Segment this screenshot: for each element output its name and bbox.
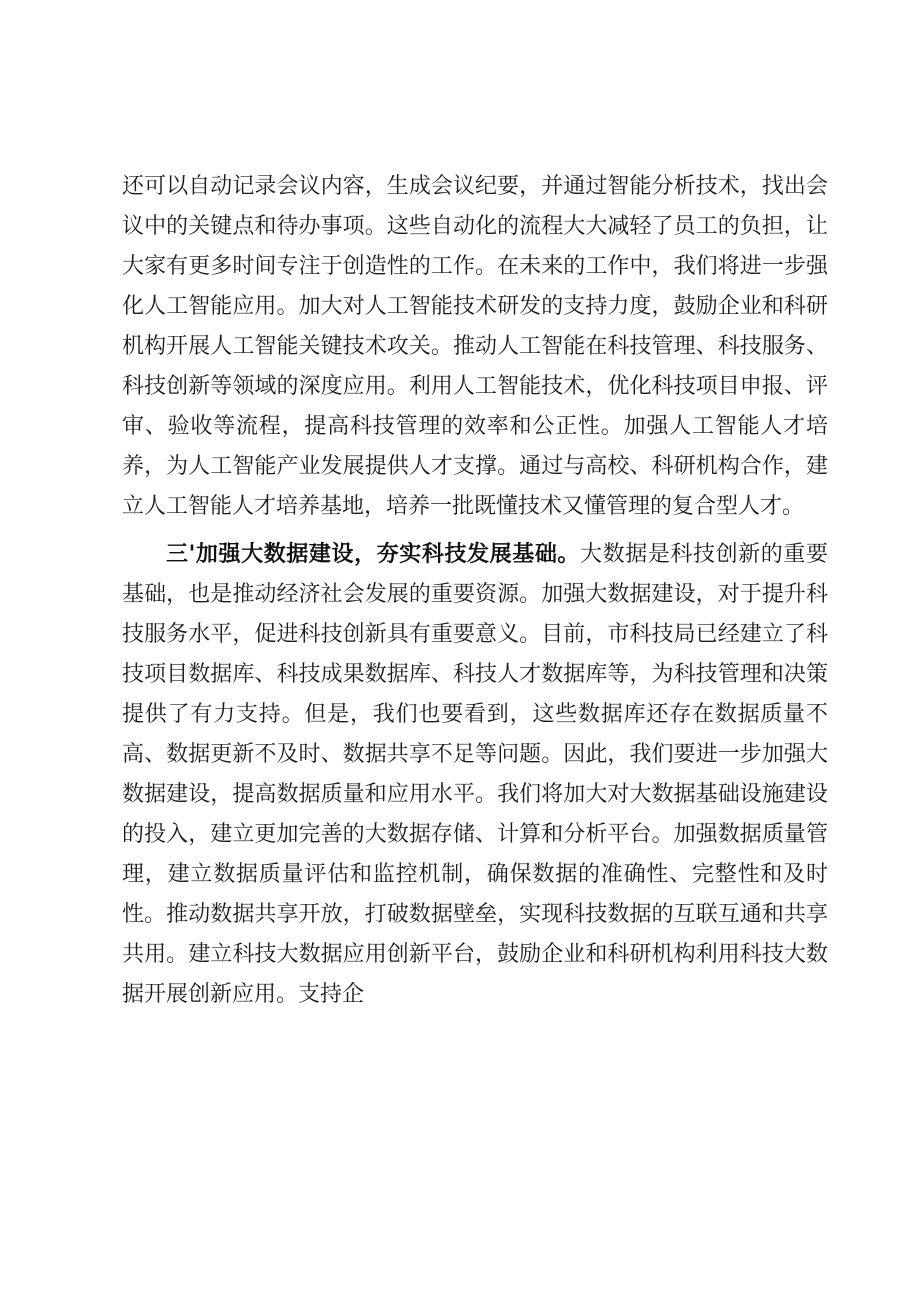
section-heading-3: 三'加强大数据建设，夯实科技发展基础。: [166, 542, 581, 567]
paragraph-1: 还可以自动记录会议内容，生成会议纪要，并通过智能分析技术，找出会议中的关键点和待办事项。这些自动化的流程大大减轻了员工的负担，让大家有更多时间专注于创造性的工作。在未来的工作中，我们将进一步强化人工智能应用。加大对人工智能技术研发的支持力度，鼓励企业和科研机构开展人工智能关键技术攻关。推动人工智能在科技管理、科技服务、科技创新等领域的深度应用。利用人工智能技术，优化科技项目申报、评审、验收等流程，提高科技管理的效率和公正性。加强人工智能人才培养，为人工智能产业发展提供人才支撑。通过与高校、科研机构合作，建立人工智能人才培养基地，培养一批既懂技术又懂管理的复合型人才。: [122, 174, 828, 519]
paragraph-2-body: 大数据是科技创新的重要基础，也是推动经济社会发展的重要资源。加强大数据建设，对于提升科技服务水平，促进科技创新具有重要意义。目前，市科技局已经建立了科技项目数据库、科技成果数据库、科技人才数据库等，为科技管理和决策提供了有力支持。但是，我们也要看到，这些数据库还存在数据质量不高、数据更新不及时、数据共享不足等问题。因此，我们要进一步加强大数据建设，提高数据质量和应用水平。我们将加大对大数据基础设施建设的投入，建立更加完善的大数据存储、计算和分析平台。加强数据质量管理，建立数据质量评估和监控机制，确保数据的准确性、完整性和及时性。推动数据共享开放，打破数据壁垒，实现科技数据的互联互通和共享共用。建立科技大数据应用创新平台，鼓励企业和科研机构利用科技大数据开展创新应用。支持企: [122, 542, 828, 1007]
document-body: [122, 167, 828, 1015]
paragraph-2: [122, 535, 828, 1015]
